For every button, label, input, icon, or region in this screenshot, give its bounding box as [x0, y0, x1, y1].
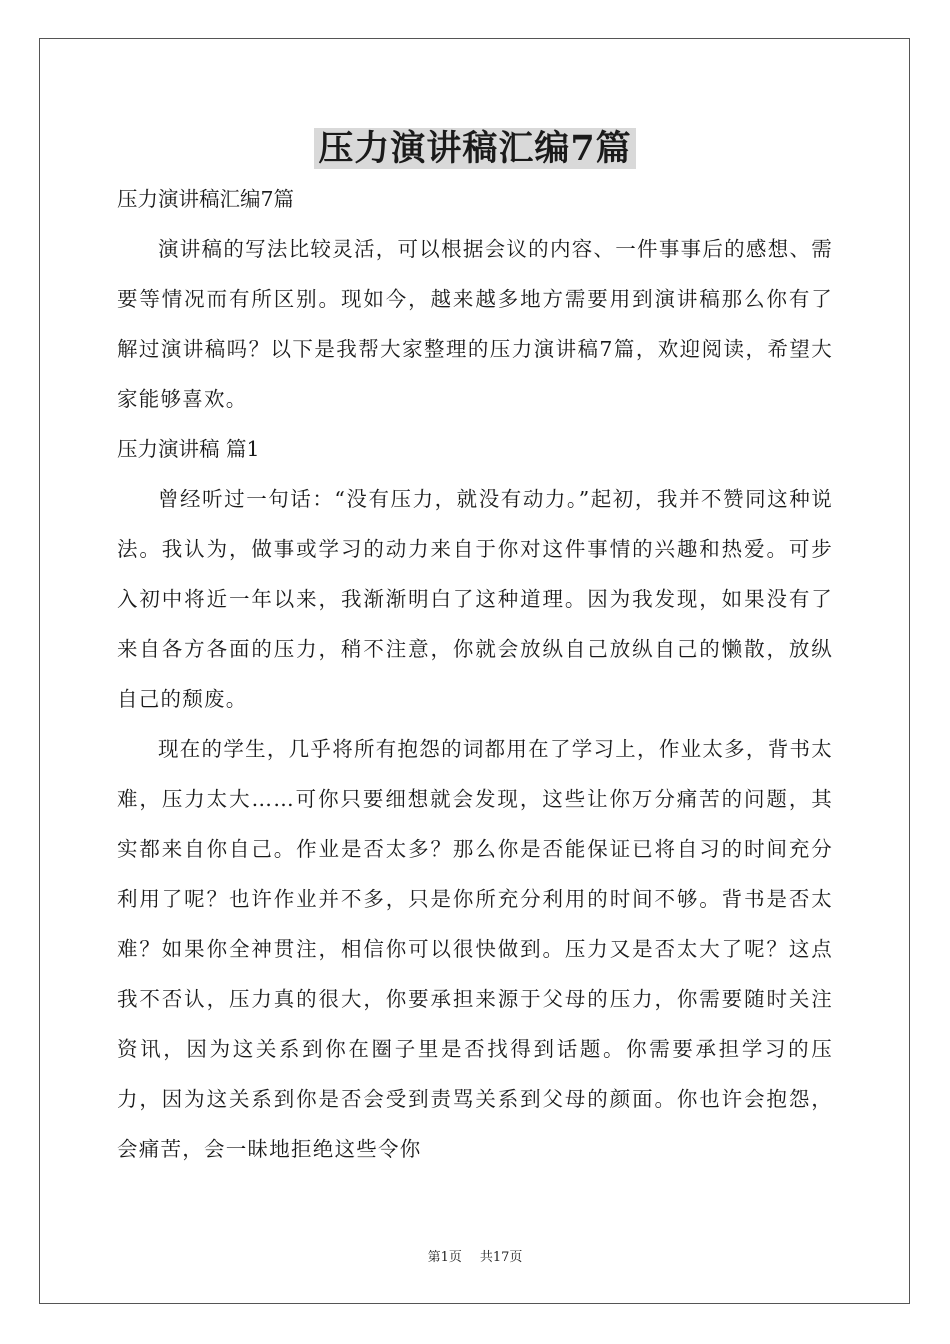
document-body: [117, 174, 833, 1174]
document-title: [0, 124, 950, 174]
section-heading: 压力演讲稿 篇1: [117, 437, 260, 461]
intro-paragraph: 演讲稿的写法比较灵活，可以根据会议的内容、一件事事后的感想、需要等情况而有所区别。现如今，越来越多地方需要用到演讲稿那么你有了解过演讲稿吗？以下是我帮大家整理的压力演讲稿7篇，欢迎阅读，希望大家能够喜欢。: [117, 237, 833, 411]
page-footer: [0, 1248, 950, 1268]
document-title-text: 压力演讲稿汇编7篇: [314, 128, 635, 169]
page-number: 第1页: [427, 1250, 462, 1265]
page-total: 共17页: [479, 1250, 523, 1265]
document-subtitle: 压力演讲稿汇编7篇: [117, 187, 295, 211]
body-paragraph: 现在的学生，几乎将所有抱怨的词都用在了学习上，作业太多，背书太难，压力太大……可你只要细想就会发现，这些让你万分痛苦的问题，其实都来自你自己。作业是否太多？那么你是否能保证已将自习的时间充分利用了呢？也许作业并不多，只是你所充分利用的时间不够。背书是否太难？如果你全神贯注，相信你可以很快做到。压力又是否太大了呢？这点我不否认，压力真的很大，你要承担来源于父母的压力，你需要随时关注资讯，因为这关系到你在圈子里是否找得到话题。你需要承担学习的压力，因为这关系到你是否会受到责骂关系到父母的颜面。你也许会抱怨，会痛苦，会一昧地拒绝这些令你: [117, 737, 833, 1161]
body-paragraph: 曾经听过一句话：“没有压力，就没有动力。”起初，我并不赞同这种说法。我认为，做事或学习的动力来自于你对这件事情的兴趣和热爱。可步入初中将近一年以来，我渐渐明白了这种道理。因为我发现，如果没有了来自各方各面的压力，稍不注意，你就会放纵自己放纵自己的懒散，放纵自己的颓废。: [117, 487, 833, 711]
